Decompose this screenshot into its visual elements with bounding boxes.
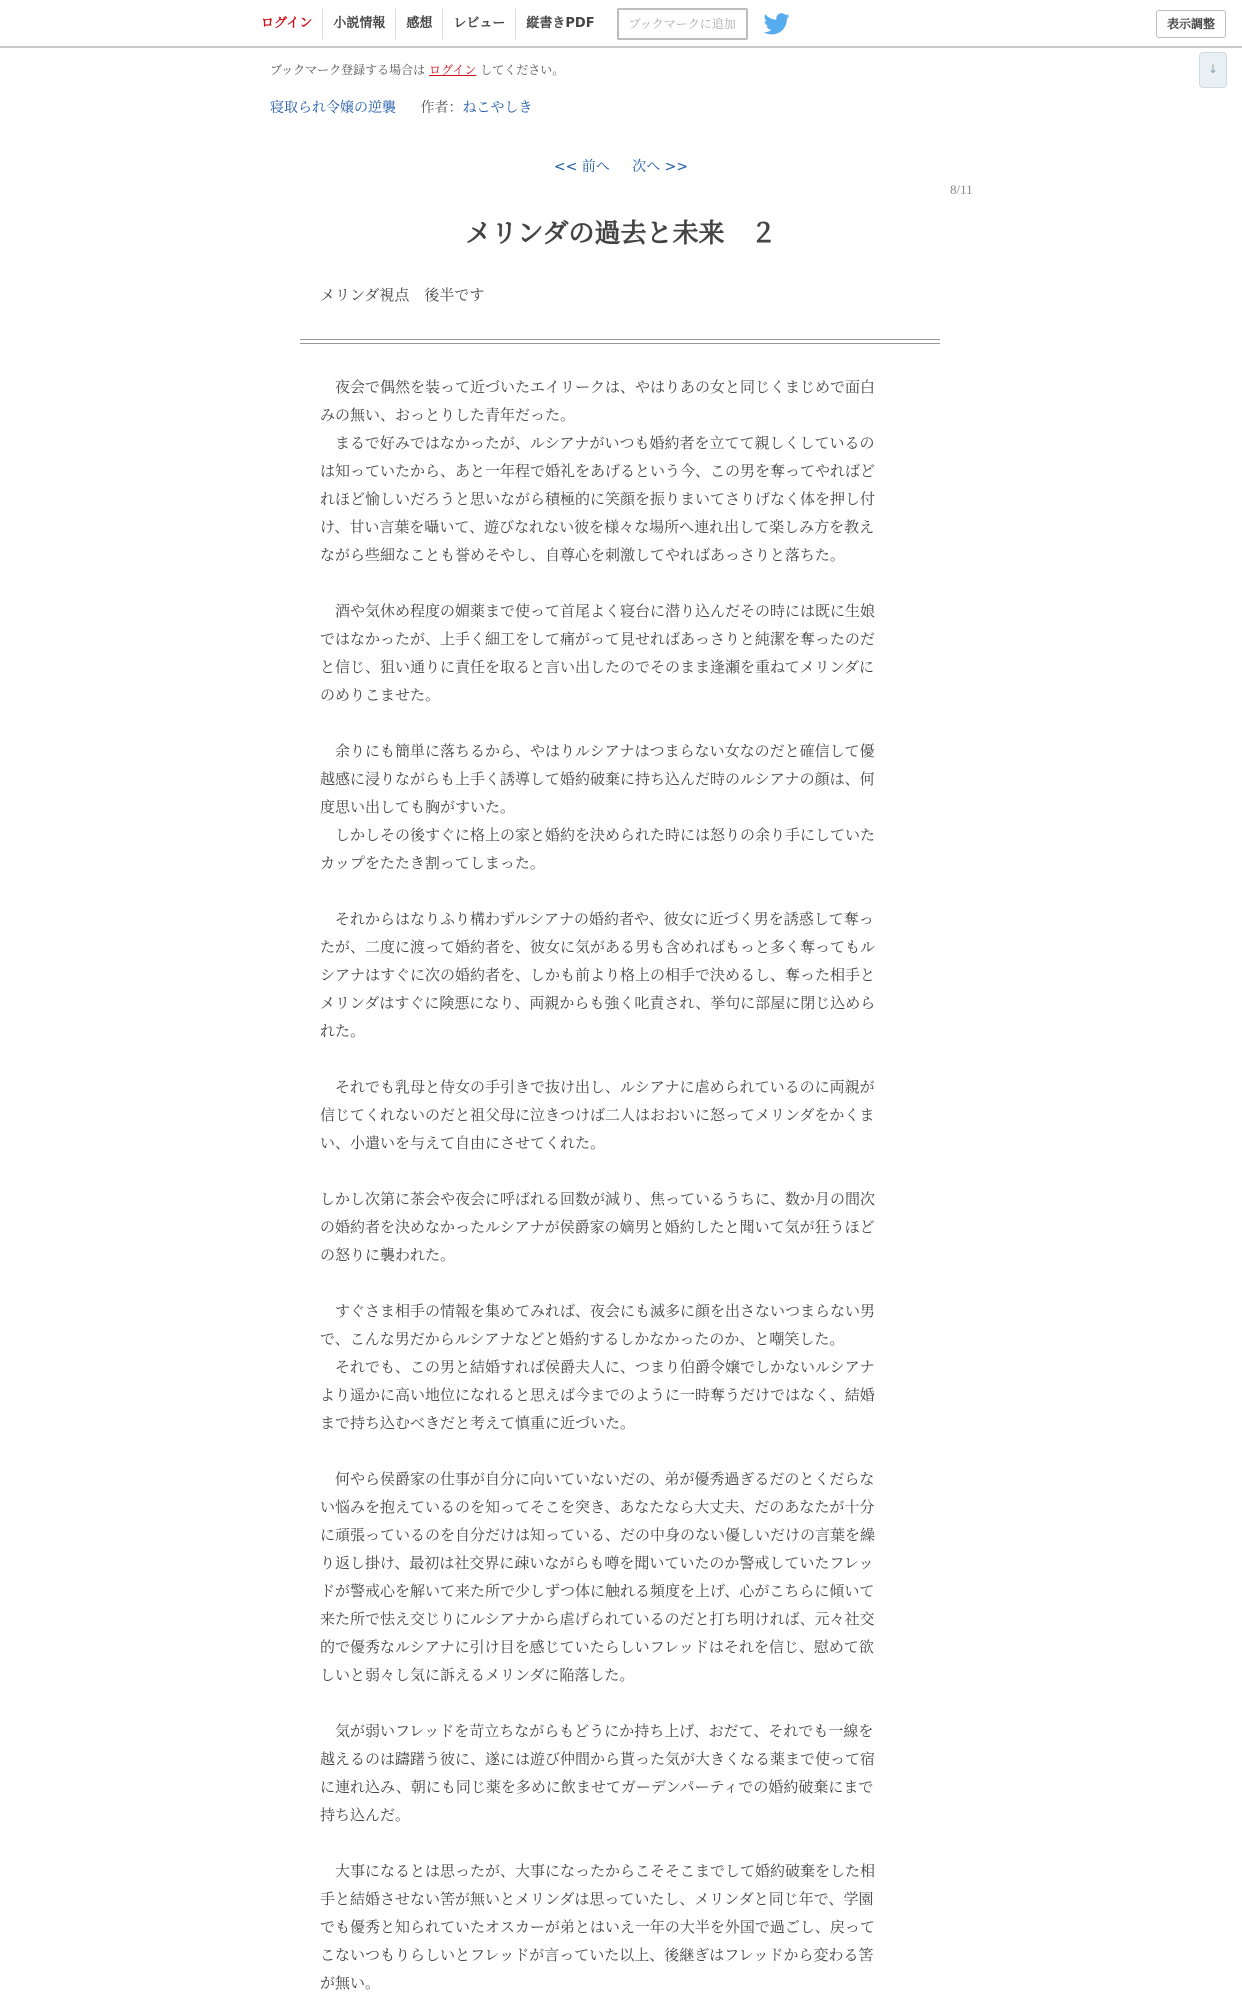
- body-text-line: たが、二度に渡って婚約者を、彼女に気がある男も含めればもっと多く奪ってもル: [320, 938, 876, 956]
- nav-vertical-pdf[interactable]: 縦書きPDF: [515, 9, 604, 39]
- body-text-line: [320, 1829, 920, 1857]
- main-nav: [252, 9, 790, 39]
- body-text-line: の婚約者を決めなかったルシアナが侯爵家の嫡男と婚約したと聞いて気が狂うほど: [320, 1218, 875, 1236]
- body-text-line: 来た所で怯え交じりにルシアナから虐げられているのだと打ち明ければ、元々社交: [320, 1610, 875, 1628]
- body-text-line: 手と結婚させない筈が無いとメリンダは思っていたし、メリンダと同じ年で、学園: [320, 1890, 874, 1908]
- body-text-line: り返し掛け、最初は社交界に疎いながらも噂を聞いていたのか警戒していたフレッ: [320, 1554, 874, 1572]
- body-text-line: まるで好みではなかったが、ルシアナがいつも婚約者を立てて親しくしているの: [320, 434, 875, 452]
- novel-info: [270, 97, 532, 117]
- body-text-line: 夜会で偶然を装って近づいたエイリークは、やはりあの女と同じくまじめで面白: [320, 378, 876, 396]
- body-text-line: の怒りに襲われた。: [320, 1246, 456, 1264]
- bookmark-note-pre: ブックマーク登録する場合は: [270, 63, 426, 77]
- top-navigation-bar: [0, 0, 1242, 48]
- twitter-icon[interactable]: [764, 13, 790, 35]
- chapter-title: メリンダの過去と未来 ２: [465, 219, 777, 249]
- body-text-line: みの無い、おっとりした青年だった。: [320, 406, 576, 424]
- body-text-line: い悩みを抱えているのを知ってそこを突き、あなたなら大丈夫、だのあなたが十分: [320, 1498, 875, 1516]
- body-text-line: でも優秀と知られていたオスカーが弟とはいえ一年の大半を外国で過ごし、戻って: [320, 1918, 875, 1936]
- body-text-line: 酒や気休め程度の媚薬まで使って首尾よく寝台に潜り込んだその時には既に生娘: [320, 602, 876, 620]
- chapter-preface: メリンダ視点 後半です: [320, 286, 485, 304]
- next-chapter-link[interactable]: 次へ >>: [632, 159, 689, 175]
- body-text-line: それでも乳母と侍女の手引きで抜け出し、ルシアナに虐められているのに両親が: [320, 1078, 875, 1096]
- body-text-line: カップをたたき割ってしまった。: [320, 854, 545, 872]
- body-text-line: しかしその後すぐに格上の家と婚約を決められた時には怒りの余り手にしていた: [320, 826, 876, 844]
- page-count: 8/11: [950, 182, 973, 197]
- body-text-line: は知っていたから、あと一年程で婚礼をあげるという今、この男を奪ってやればど: [320, 462, 876, 480]
- body-text-line: [320, 1437, 920, 1465]
- body-text-line: まで持ち込むべきだと考えて慎重に近づいた。: [320, 1414, 636, 1432]
- nav-novel-info[interactable]: 小説情報: [322, 9, 395, 39]
- novel-title-link[interactable]: 寝取られ令嬢の逆襲: [270, 100, 396, 116]
- body-text-line: に頑張っているのを自分だけは知っている、だの中身のない優しいだけの言葉を繰: [320, 1526, 876, 1544]
- body-text-line: れほど愉しいだろうと思いながら積極的に笑顔を振りまいてさりげなく体を押し付: [320, 490, 876, 508]
- nav-review[interactable]: レビュー: [442, 9, 515, 39]
- bookmark-login-link[interactable]: ログイン: [429, 63, 477, 77]
- body-text-line: が無い。: [320, 1974, 381, 1992]
- body-text-line: と信じ、狙い通りに責任を取ると言い出したのでそのまま逢瀬を重ねてメリンダに: [320, 658, 875, 676]
- body-text-line: 持ち込んだ。: [320, 1806, 411, 1824]
- body-text-line: 信じてくれないのだと祖父母に泣きつけば二人はおおいに怒ってメリンダをかくま: [320, 1106, 875, 1124]
- preface-divider: [300, 339, 940, 344]
- display-settings-button[interactable]: 表示調整: [1156, 10, 1226, 38]
- body-text-line: のめりこませた。: [320, 686, 441, 704]
- body-text-line: 余りにも簡単に落ちるから、やはりルシアナはつまらない女なのだと確信して優: [320, 742, 875, 760]
- body-text-line: け、甘い言葉を囁いて、遊びなれない彼を様々な場所へ連れ出して楽しみ方を教え: [320, 518, 875, 536]
- body-text-line: [320, 569, 920, 597]
- body-text-line: [320, 877, 920, 905]
- body-text-line: 的で優秀なルシアナに引け目を感じていたらしいフレッドはそれを信じ、慰めて欲: [320, 1638, 874, 1656]
- body-text-line: [320, 1269, 920, 1297]
- body-text-line: しいと弱々し気に訴えるメリンダに陥落した。: [320, 1666, 635, 1684]
- body-text-line: に連れ込み、朝にも同じ薬を多めに飲ませてガーデンパーティでの婚約破棄にまで: [320, 1778, 874, 1796]
- nav-impressions[interactable]: 感想: [395, 9, 442, 39]
- body-text-line: しかし次第に茶会や夜会に呼ばれる回数が減り、焦っているうちに、数か月の間次: [320, 1190, 876, 1208]
- body-text-line: [320, 1689, 920, 1717]
- body-text-line: [320, 709, 920, 737]
- bookmark-note: [270, 61, 564, 78]
- body-text-line: ではなかったが、上手く細工をして痛がって見せればあっさりと純潔を奪ったのだ: [320, 630, 875, 648]
- chapter-pager: [0, 156, 1242, 176]
- body-text-line: それからはなりふり構わずルシアナの婚約者や、彼女に近づく男を誘惑して奪っ: [320, 910, 874, 928]
- body-text-line: 越感に浸りながらも上手く誘導して婚約破棄に持ち込んだ時のルシアナの顔は、何: [320, 770, 875, 788]
- body-text-line: 越えるのは躊躇う彼に、遂には遊び仲間から貰った気が大きくなる薬まで使って宿: [320, 1750, 876, 1768]
- body-text-line: こないつもりらしいとフレッドが言っていた以上、後継ぎはフレッドから変わる筈: [320, 1946, 874, 1964]
- prev-chapter-link[interactable]: << 前へ: [553, 159, 610, 175]
- body-text-line: で、こんな男だからルシアナなどと婚約するしかなかったのか、と嘲笑した。: [320, 1330, 845, 1348]
- body-text-line: 気が弱いフレッドを苛立ちながらもどうにか持ち上げ、おだて、それでも一線を: [320, 1722, 874, 1740]
- body-text-line: [320, 1045, 920, 1073]
- body-text-line: メリンダはすぐに険悪になり、両親からも強く叱責され、挙句に部屋に閉じ込めら: [320, 994, 876, 1012]
- novel-body: [320, 373, 920, 1997]
- body-text-line: ドが警戒心を解いて来た所で少しずつ体に触れる頻度を上げ、心がこちらに傾いて: [320, 1582, 875, 1600]
- body-text-line: シアナはすぐに次の婚約者を、しかも前より格上の相手で決めるし、奪った相手と: [320, 966, 876, 984]
- add-bookmark-button[interactable]: ブックマークに追加: [617, 8, 748, 40]
- body-text-line: ながら些細なことも誉めそやし、自尊心を刺激してやればあっさりと落ちた。: [320, 546, 845, 564]
- body-text-line: い、小遣いを与えて自由にさせてくれた。: [320, 1134, 606, 1152]
- body-text-line: れた。: [320, 1022, 366, 1040]
- bookmark-note-post: してください。: [480, 63, 565, 77]
- body-text-line: それでも、この男と結婚すれば侯爵夫人に、つまり伯爵令嬢でしかないルシアナ: [320, 1358, 875, 1376]
- body-text-line: [320, 1157, 920, 1185]
- scroll-down-button[interactable]: ↓: [1199, 52, 1227, 88]
- body-text-line: すぐさま相手の情報を集めてみれば、夜会にも滅多に顔を出さないつまらない男: [320, 1302, 876, 1320]
- author-name-link[interactable]: ねこやしき: [462, 100, 533, 116]
- nav-login[interactable]: ログイン: [261, 16, 313, 31]
- body-text-line: 何やら侯爵家の仕事が自分に向いていないだの、弟が優秀過ぎるだのとくだらな: [320, 1470, 875, 1488]
- body-text-line: 大事になるとは思ったが、大事になったからこそそこまでして婚約破棄をした相: [320, 1862, 876, 1880]
- body-text-line: より遥かに高い地位になれると思えば今までのように一時奪うだけではなく、結婚: [320, 1386, 875, 1404]
- author-label: 作者：: [420, 100, 463, 116]
- body-text-line: 度思い出しても胸がすいた。: [320, 798, 516, 816]
